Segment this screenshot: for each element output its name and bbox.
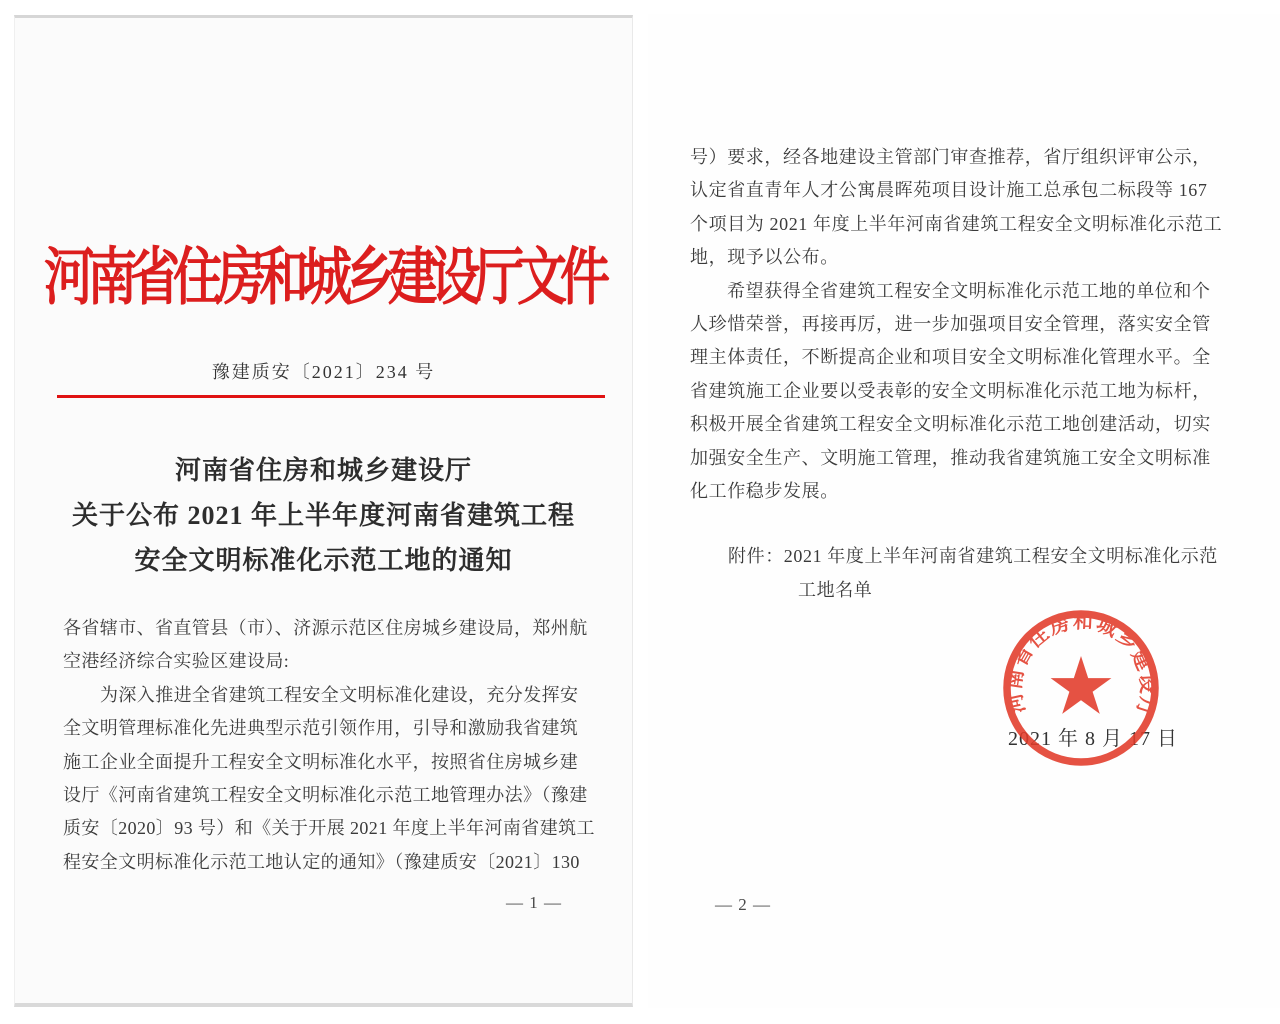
body-line: 化工作稳步发展。 — [690, 481, 839, 502]
body-line: 为深入推进全省建筑工程安全文明标准化建设，充分发挥安 — [100, 684, 579, 705]
body-line: 理主体责任，不断提高企业和项目安全文明标准化管理水平。全 — [690, 347, 1211, 368]
body-line: 质安〔2020〕93 号）和《关于开展 2021 年度上半年河南省建筑工 — [63, 818, 595, 839]
body-line: 全文明管理标准化先进典型示范引领作用，引导和激励我省建筑 — [63, 718, 579, 739]
body-line: 省建筑施工企业要以受表彰的安全文明标准化示范工地为标杆， — [690, 380, 1211, 401]
document-page-1 — [14, 15, 633, 1007]
body-line: 希望获得全省建筑工程安全文明标准化示范工地的单位和个 — [727, 280, 1211, 301]
page-number: — 1 — — [506, 893, 562, 912]
issue-date: 2021 年 8 月 17 日 — [1008, 728, 1178, 750]
body-line: 认定省直青年人才公寓晨晖苑项目设计施工总承包二标段等 167 — [690, 180, 1208, 201]
document-title-line: 安全文明标准化示范工地的通知 — [134, 546, 513, 575]
body-line: 积极开展全省建筑工程安全文明标准化示范工地创建活动，切实 — [690, 414, 1211, 435]
page1-body-text — [63, 612, 593, 879]
body-line: 地，现予以公布。 — [690, 247, 839, 268]
body-line: 空港经济综合实验区建设局: — [63, 651, 290, 672]
attachment-line: 工地名单 — [798, 580, 873, 600]
document-title — [15, 448, 632, 583]
document-title-line: 关于公布 2021 年上半年度河南省建筑工程 — [71, 501, 575, 530]
document-number: 豫建质安〔2021〕234 号 — [211, 362, 436, 382]
red-divider-line — [57, 395, 605, 398]
body-line: 各省辖市、省直管县（市）、济源示范区住房城乡建设局，郑州航 — [63, 618, 588, 638]
body-line: 号）要求，经各地建设主管部门审查推荐，省厅组织评审公示， — [690, 147, 1211, 167]
page2-body-text — [690, 141, 1223, 508]
attachment-line: 附件：2021 年度上半年河南省建筑工程安全文明标准化示范 — [728, 546, 1218, 566]
letterhead-title: 河南省住房和城乡建设厅文件 — [44, 242, 603, 312]
document-page-2 — [648, 14, 1280, 1008]
body-line: 程安全文明标准化示范工地认定的通知》（豫建质安〔2021〕130 — [63, 851, 580, 872]
body-line: 人珍惜荣誉，再接再厉，进一步加强项目安全管理，落实安全管 — [690, 314, 1211, 335]
attachment-label — [728, 539, 1218, 607]
body-line: 设厅《河南省建筑工程安全文明标准化示范工地管理办法》（豫建 — [63, 785, 588, 806]
star-icon — [1051, 656, 1112, 714]
body-line: 施工企业全面提升工程安全文明标准化水平，按照省住房城乡建 — [63, 751, 579, 772]
svg-text:河南省住房和城乡建设厅 — [1002, 609, 1159, 723]
page-number: — 2 — — [715, 895, 771, 914]
body-line: 加强安全生产、文明施工管理，推动我省建筑施工安全文明标准 — [690, 447, 1211, 468]
official-seal — [985, 592, 1177, 784]
body-line: 个项目为 2021 年度上半年河南省建筑工程安全文明标准化示范工 — [690, 213, 1223, 234]
document-title-line: 河南省住房和城乡建设厅 — [174, 456, 472, 485]
seal-text: 河南省住房和城乡建设厅 — [1003, 610, 1159, 723]
